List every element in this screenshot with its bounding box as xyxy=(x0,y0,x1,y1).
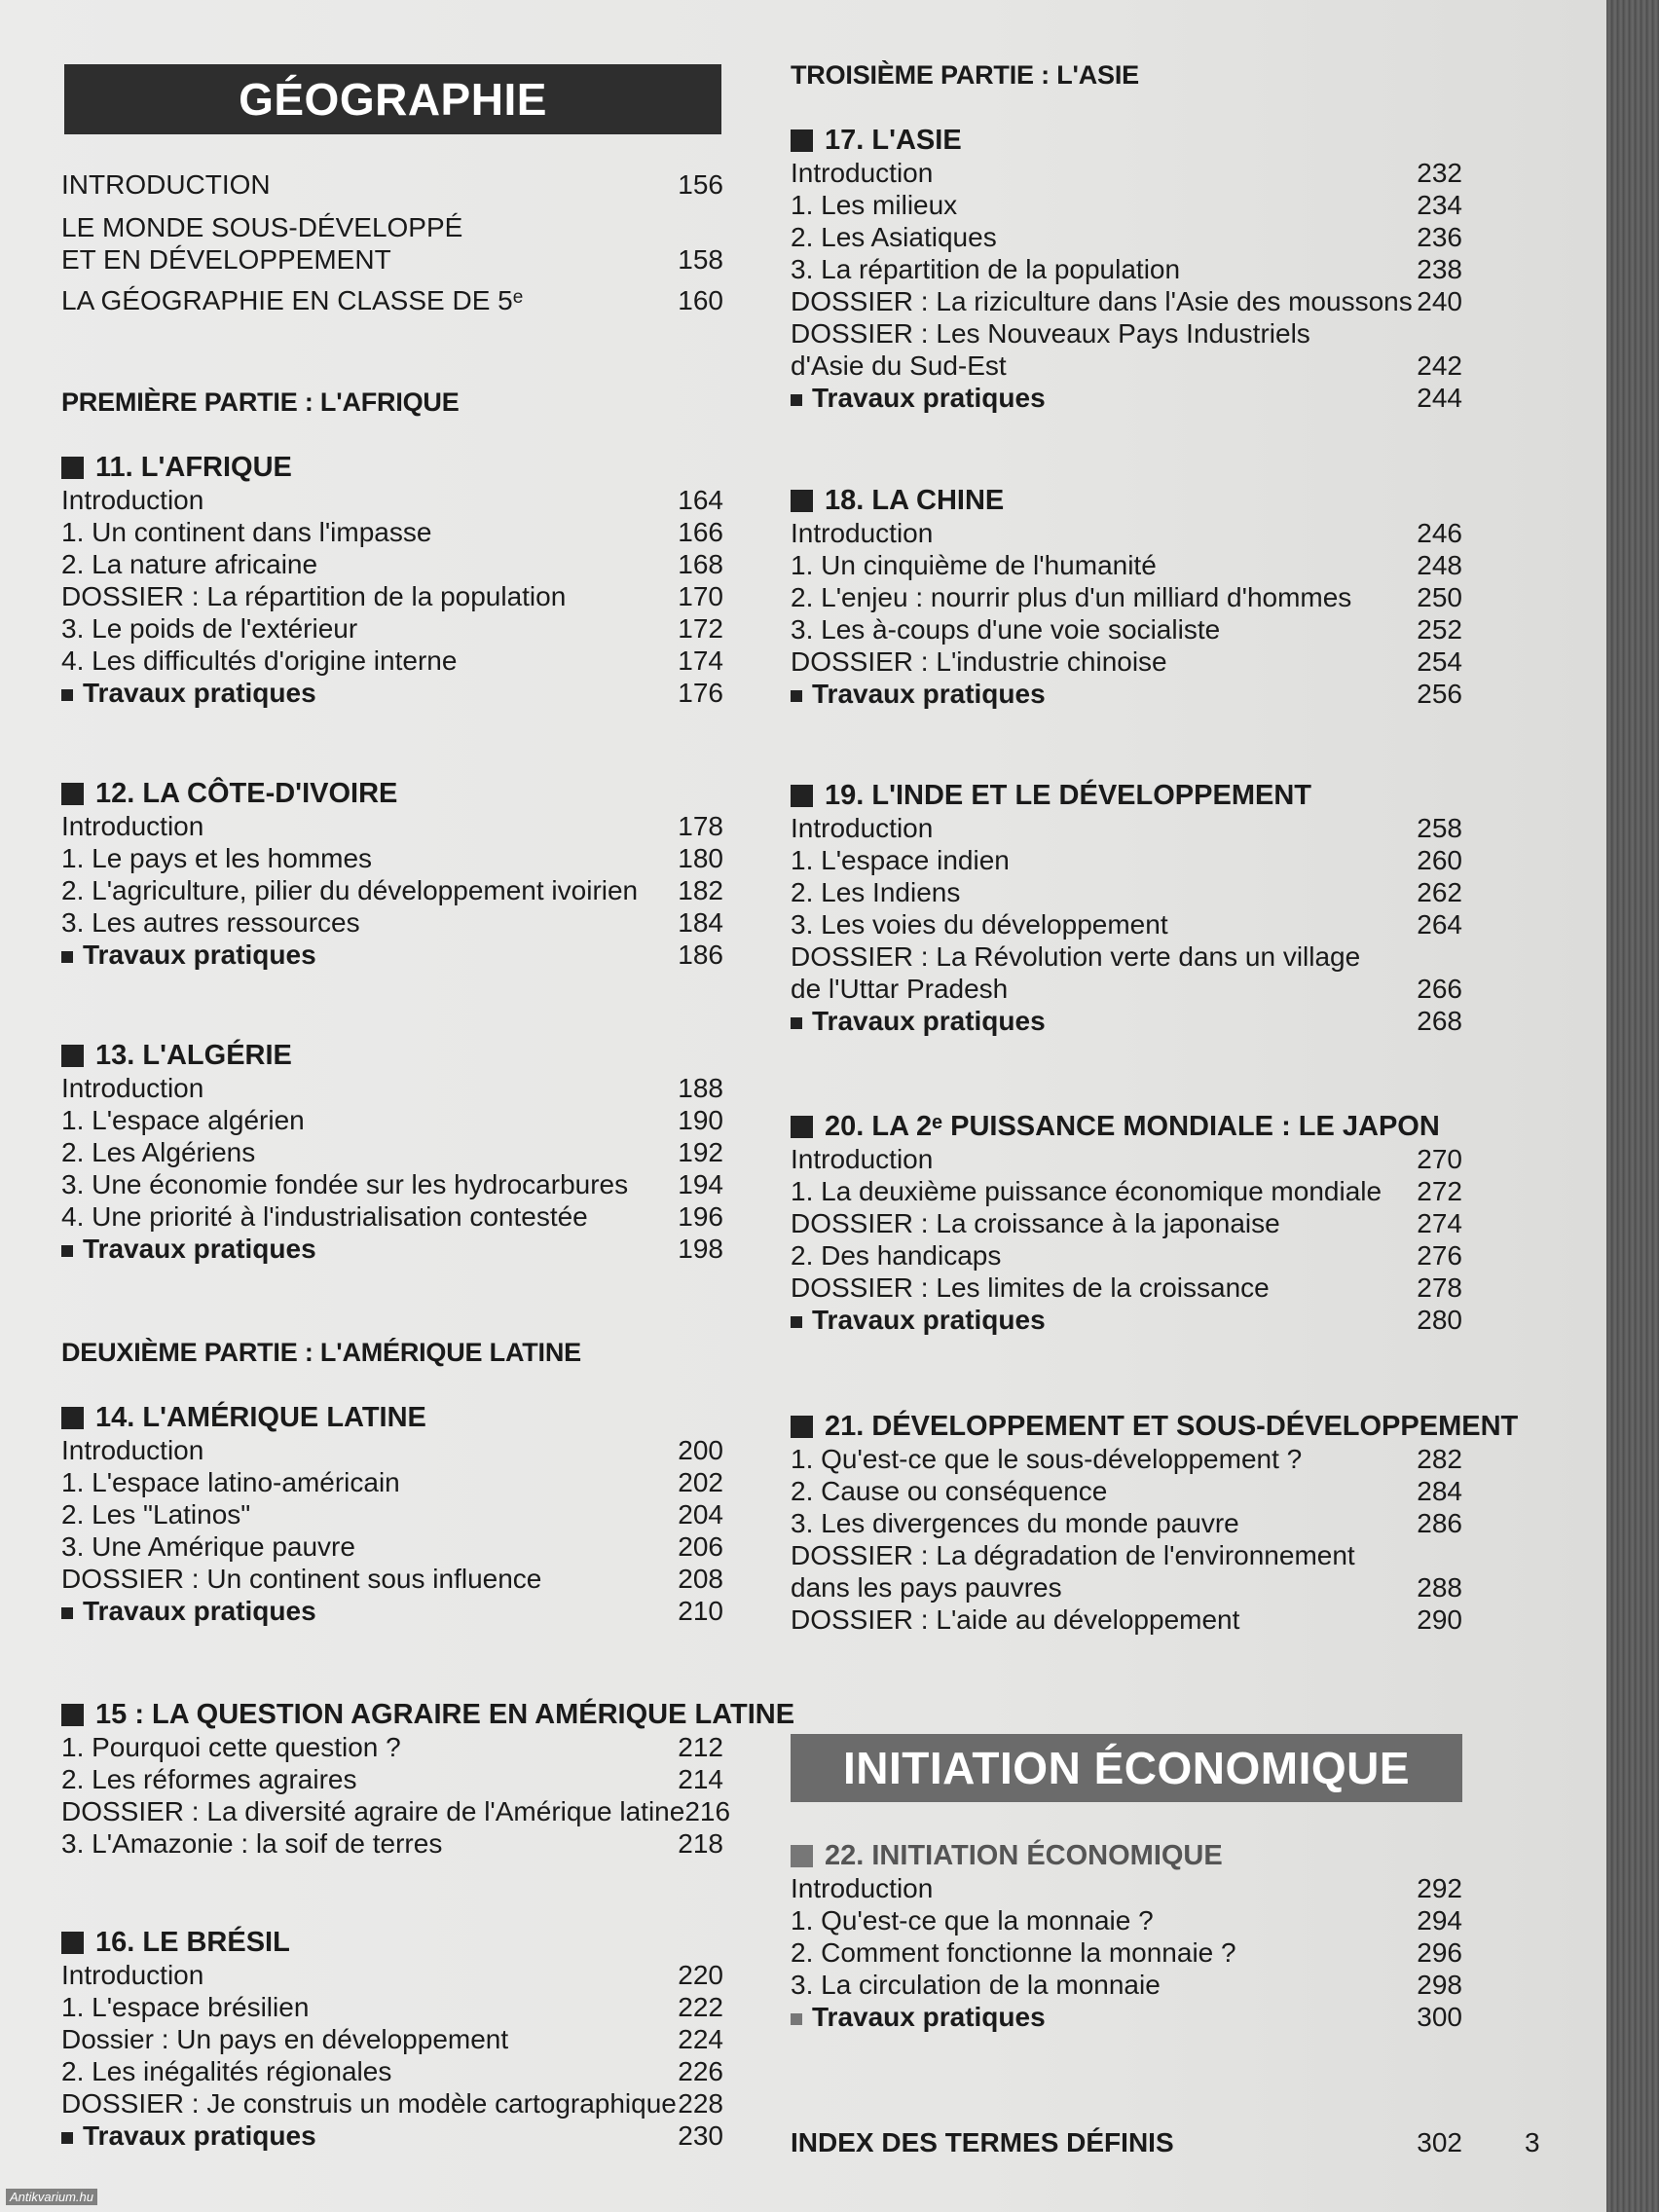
toc-entry-page: 268 xyxy=(1417,1006,1462,1036)
toc-entry-title: Introduction xyxy=(791,158,934,188)
toc-entry xyxy=(61,1763,723,1796)
chapter-heading xyxy=(61,1926,290,1959)
toc-entry-page: 216 xyxy=(684,1796,731,1826)
toc-entry-title: DOSSIER : Un continent sous influence xyxy=(61,1564,542,1594)
toc-entry-page: 176 xyxy=(678,678,723,708)
toc-entry-title: 3. Les divergences du monde pauvre xyxy=(791,1508,1239,1538)
toc-entry-title: Travaux pratiques xyxy=(812,1305,1046,1335)
toc-entry-page: 300 xyxy=(1417,2002,1462,2032)
chapter-title: 20. LA 2ᵉ PUISSANCE MONDIALE : LE JAPON xyxy=(825,1111,1440,1142)
toc-entry-page: 180 xyxy=(678,843,723,873)
toc-entry-title: 2. Les inégalités régionales xyxy=(61,2056,392,2086)
toc-entry xyxy=(791,350,1462,383)
toc-entry xyxy=(61,810,723,843)
toc-entry xyxy=(791,1175,1462,1208)
travaux-pratiques-entry xyxy=(61,1595,723,1628)
toc-entry-title: 3. Une Amérique pauvre xyxy=(61,1531,355,1562)
page-number: 3 xyxy=(1525,2127,1540,2157)
toc-entry-title: Travaux pratiques xyxy=(83,2120,316,2151)
small-square-bullet-icon xyxy=(791,1017,802,1029)
toc-entry xyxy=(791,1207,1462,1240)
toc-entry xyxy=(791,157,1462,190)
toc-entry-page: 174 xyxy=(678,645,723,676)
toc-entry-page: 192 xyxy=(678,1137,723,1167)
chapter-heading xyxy=(61,1698,794,1731)
toc-entry xyxy=(61,1200,723,1234)
toc-entry-title: DOSSIER : Les limites de la croissance xyxy=(791,1272,1270,1303)
toc-entry xyxy=(791,1272,1462,1305)
toc-entry xyxy=(61,1466,723,1499)
toc-entry-page: 274 xyxy=(1417,1208,1462,1238)
part-heading: PREMIÈRE PARTIE : L'AFRIQUE xyxy=(61,387,460,417)
toc-entry-page: 190 xyxy=(678,1105,723,1135)
toc-entry xyxy=(791,973,1462,1006)
toc-entry-title: 2. Cause ou conséquence xyxy=(791,1476,1108,1506)
toc-entry-title: 2. Comment fonctionne la monnaie ? xyxy=(791,1937,1236,1968)
toc-entry xyxy=(61,1168,723,1201)
toc-entry-page: 208 xyxy=(678,1564,723,1594)
small-square-bullet-icon xyxy=(61,1607,73,1619)
watermark: Antikvarium.hu xyxy=(6,2189,97,2205)
toc-entry-title: 1. Le pays et les hommes xyxy=(61,843,373,873)
toc-entry xyxy=(61,1991,723,2024)
toc-entry-title: Travaux pratiques xyxy=(812,383,1046,413)
intro-page: 156 xyxy=(678,169,723,200)
travaux-pratiques-entry xyxy=(61,939,723,972)
toc-entry-page: 264 xyxy=(1417,909,1462,940)
toc-entry xyxy=(791,645,1462,679)
square-bullet-icon xyxy=(791,490,813,512)
toc-entry xyxy=(791,317,1462,350)
square-bullet-icon xyxy=(791,1116,813,1138)
part-heading: DEUXIÈME PARTIE : L'AMÉRIQUE LATINE xyxy=(61,1338,581,1367)
intro-page: 160 xyxy=(678,285,723,315)
toc-entry-page: 252 xyxy=(1417,614,1462,645)
toc-entry-page: 258 xyxy=(1417,813,1462,843)
toc-entry-page: 166 xyxy=(678,517,723,547)
toc-entry xyxy=(61,1104,723,1137)
square-bullet-icon xyxy=(61,1932,84,1954)
toc-entry xyxy=(791,844,1462,877)
toc-entry-page: 206 xyxy=(678,1531,723,1562)
initiation-economique-header xyxy=(791,1734,1462,1802)
toc-entry-page: 220 xyxy=(678,1960,723,1990)
square-bullet-icon xyxy=(791,1416,813,1438)
toc-entry xyxy=(61,1136,723,1169)
small-square-bullet-icon xyxy=(791,1316,802,1328)
toc-entry-page: 280 xyxy=(1417,1305,1462,1335)
toc-entry-title: 1. L'espace indien xyxy=(791,845,1010,875)
travaux-pratiques-entry xyxy=(791,2001,1462,2034)
toc-entry-title: Introduction xyxy=(61,1960,204,1990)
initiation-economique-header-text: INITIATION ÉCONOMIQUE xyxy=(842,1743,1411,1793)
toc-entry-page: 184 xyxy=(678,907,723,938)
toc-entry xyxy=(791,1604,1462,1637)
toc-entry-page: 168 xyxy=(678,549,723,579)
small-square-bullet-icon xyxy=(791,690,802,702)
travaux-pratiques-entry xyxy=(61,1233,723,1266)
toc-entry xyxy=(61,842,723,875)
toc-entry-page: 234 xyxy=(1417,190,1462,220)
intro-title: INTRODUCTION xyxy=(61,169,271,200)
toc-entry xyxy=(61,2055,723,2088)
chapter-title: 19. L'INDE ET LE DÉVELOPPEMENT xyxy=(825,780,1311,811)
travaux-pratiques-entry xyxy=(791,1005,1462,1038)
toc-entry-title: DOSSIER : La croissance à la japonaise xyxy=(791,1208,1280,1238)
toc-entry xyxy=(61,1498,723,1531)
toc-entry-title: DOSSIER : La Révolution verte dans un village xyxy=(791,941,1361,972)
intro-title: LA GÉOGRAPHIE EN CLASSE DE 5ᵉ xyxy=(61,285,524,315)
toc-entry xyxy=(791,1969,1462,2002)
intro-page: 158 xyxy=(678,244,723,275)
toc-entry-title: de l'Uttar Pradesh xyxy=(791,974,1009,1004)
geographie-header-text: GÉOGRAPHIE xyxy=(239,74,547,125)
travaux-pratiques-entry xyxy=(791,382,1462,415)
square-bullet-icon xyxy=(791,785,813,807)
small-square-bullet-icon xyxy=(61,2132,73,2144)
toc-entry-page: 188 xyxy=(678,1073,723,1103)
intro-title: ET EN DÉVELOPPEMENT xyxy=(61,244,391,275)
toc-entry xyxy=(791,908,1462,941)
toc-entry-title: Introduction xyxy=(791,1144,934,1174)
part-heading: TROISIÈME PARTIE : L'ASIE xyxy=(791,60,1139,90)
toc-entry-page: 290 xyxy=(1417,1604,1462,1635)
toc-entry xyxy=(791,285,1462,318)
toc-entry-title: Introduction xyxy=(61,1073,204,1103)
toc-entry-page: 298 xyxy=(1417,1970,1462,2000)
toc-entry-page: 256 xyxy=(1417,679,1462,709)
toc-entry-title: 2. L'agriculture, pilier du développement ivoirien xyxy=(61,875,639,905)
toc-entry-title: 3. La circulation de la monnaie xyxy=(791,1970,1161,2000)
toc-entry-title: 3. Les autres ressources xyxy=(61,907,360,938)
toc-entry-page: 196 xyxy=(678,1201,723,1232)
toc-entry-page: 214 xyxy=(678,1764,723,1794)
toc-entry-page: 272 xyxy=(1417,1176,1462,1206)
travaux-pratiques-entry xyxy=(791,1304,1462,1337)
toc-entry-title: Travaux pratiques xyxy=(83,678,316,708)
toc-entry-page: 250 xyxy=(1417,582,1462,612)
toc-entry xyxy=(61,874,723,907)
toc-entry xyxy=(61,645,723,678)
toc-entry-page: 278 xyxy=(1417,1272,1462,1303)
toc-entry-title: DOSSIER : La diversité agraire de l'Amérique latine xyxy=(61,1796,685,1826)
toc-entry-title: 2. Les Indiens xyxy=(791,877,961,907)
toc-entry-page: 286 xyxy=(1417,1508,1462,1538)
toc-entry-title: Introduction xyxy=(61,485,204,515)
toc-entry-page: 204 xyxy=(678,1499,723,1530)
toc-entry-title: Travaux pratiques xyxy=(83,940,316,970)
toc-entry xyxy=(791,1239,1462,1272)
toc-entry xyxy=(791,1475,1462,1508)
toc-entry-page: 232 xyxy=(1417,158,1462,188)
toc-entry-page: 224 xyxy=(678,2024,723,2054)
toc-entry xyxy=(791,613,1462,646)
toc-entry-page: 194 xyxy=(678,1169,723,1199)
toc-entry-page: 186 xyxy=(678,940,723,970)
toc-entry xyxy=(791,876,1462,909)
toc-entry xyxy=(61,906,723,940)
chapter-title: 18. LA CHINE xyxy=(825,485,1005,516)
toc-entry-title: 2. Des handicaps xyxy=(791,1240,1002,1271)
toc-entry-title: 3. Le poids de l'extérieur xyxy=(61,613,358,644)
toc-entry-title: Introduction xyxy=(791,813,934,843)
toc-entry-title: Introduction xyxy=(791,518,934,548)
toc-entry xyxy=(61,1827,723,1861)
toc-entry-title: 1. La deuxième puissance économique mondiale xyxy=(791,1176,1382,1206)
index-entry xyxy=(791,2126,1462,2159)
index-title: INDEX DES TERMES DÉFINIS xyxy=(791,2127,1174,2157)
toc-entry-title: DOSSIER : Je construis un modèle cartographique xyxy=(61,2088,677,2119)
toc-entry xyxy=(791,940,1462,974)
toc-entry xyxy=(61,484,723,517)
chapter-title: 16. LE BRÉSIL xyxy=(95,1927,290,1958)
chapter-title: 15 : LA QUESTION AGRAIRE EN AMÉRIQUE LATINE xyxy=(95,1699,795,1730)
chapter-heading xyxy=(61,777,397,810)
chapter-heading xyxy=(61,1401,426,1434)
square-bullet-icon xyxy=(791,129,813,152)
toc-entry-title: 1. Un cinquième de l'humanité xyxy=(791,550,1157,580)
toc-entry-page: 200 xyxy=(678,1435,723,1465)
toc-entry-title: 3. Les à-coups d'une voie socialiste xyxy=(791,614,1221,645)
toc-entry xyxy=(61,1563,723,1596)
small-square-bullet-icon xyxy=(61,689,73,701)
square-bullet-icon xyxy=(61,1704,84,1726)
toc-entry-title: dans les pays pauvres xyxy=(791,1572,1062,1603)
toc-entry-page: 222 xyxy=(678,1992,723,2022)
toc-entry-page: 254 xyxy=(1417,646,1462,677)
toc-entry-title: 1. L'espace brésilien xyxy=(61,1992,310,2022)
toc-entry-title: 2. Les réformes agraires xyxy=(61,1764,357,1794)
chapter-title: 22. INITIATION ÉCONOMIQUE xyxy=(825,1840,1223,1871)
toc-entry-title: Dossier : Un pays en développement xyxy=(61,2024,509,2054)
toc-entry xyxy=(791,549,1462,582)
toc-entry xyxy=(791,517,1462,550)
toc-entry xyxy=(61,612,723,645)
toc-entry-page: 164 xyxy=(678,485,723,515)
toc-entry-page: 240 xyxy=(1417,286,1462,316)
toc-entry-title: Travaux pratiques xyxy=(83,1596,316,1626)
toc-entry-page: 202 xyxy=(678,1467,723,1497)
toc-entry-title: DOSSIER : La dégradation de l'environnement xyxy=(791,1540,1355,1570)
toc-entry-page: 262 xyxy=(1417,877,1462,907)
toc-entry-title: Travaux pratiques xyxy=(812,1006,1046,1036)
toc-entry xyxy=(61,2087,723,2120)
small-square-bullet-icon xyxy=(791,394,802,406)
square-bullet-icon xyxy=(61,783,84,805)
toc-entry xyxy=(791,1904,1462,1937)
toc-entry-page: 218 xyxy=(678,1828,723,1859)
toc-entry-page: 294 xyxy=(1417,1905,1462,1936)
toc-entry-title: DOSSIER : L'aide au développement xyxy=(791,1604,1240,1635)
chapter-title: 14. L'AMÉRIQUE LATINE xyxy=(95,1402,426,1433)
toc-entry-page: 178 xyxy=(678,811,723,841)
toc-entry-title: 3. La répartition de la population xyxy=(791,254,1181,284)
toc-entry-title: DOSSIER : La riziculture dans l'Asie des moussons xyxy=(791,286,1413,316)
toc-entry-page: 236 xyxy=(1417,222,1462,252)
toc-entry xyxy=(791,1571,1462,1604)
toc-entry-page: 238 xyxy=(1417,254,1462,284)
toc-entry-page: 282 xyxy=(1417,1444,1462,1474)
chapter-title: 21. DÉVELOPPEMENT ET SOUS-DÉVELOPPEMENT xyxy=(825,1411,1519,1442)
toc-entry-page: 270 xyxy=(1417,1144,1462,1174)
toc-entry-page: 242 xyxy=(1417,350,1462,381)
toc-entry-page: 170 xyxy=(678,581,723,611)
small-square-bullet-icon xyxy=(791,2013,802,2025)
toc-entry xyxy=(791,189,1462,222)
chapter-heading xyxy=(791,484,1004,517)
toc-entry-title: 3. L'Amazonie : la soif de terres xyxy=(61,1828,443,1859)
chapter-title: 13. L'ALGÉRIE xyxy=(95,1040,292,1071)
toc-entry-page: 296 xyxy=(1417,1937,1462,1968)
toc-entry-title: Travaux pratiques xyxy=(812,2002,1046,2032)
page-edge xyxy=(1606,0,1659,2212)
toc-entry-title: 1. Qu'est-ce que le sous-développement ? xyxy=(791,1444,1303,1474)
toc-entry-title: DOSSIER : L'industrie chinoise xyxy=(791,646,1167,677)
toc-entry-title: DOSSIER : La répartition de la population xyxy=(61,581,567,611)
toc-entry-page: 248 xyxy=(1417,550,1462,580)
toc-entry-title: Introduction xyxy=(61,1435,204,1465)
toc-entry xyxy=(791,1936,1462,1970)
toc-entry-title: 1. L'espace latino-américain xyxy=(61,1467,400,1497)
toc-entry-title: 2. La nature africaine xyxy=(61,549,318,579)
square-bullet-icon xyxy=(61,1045,84,1067)
intro-item xyxy=(61,284,723,317)
toc-entry-title: 2. L'enjeu : nourrir plus d'un milliard d'hommes xyxy=(791,582,1352,612)
toc-entry-page: 210 xyxy=(678,1596,723,1626)
toc-entry-title: Travaux pratiques xyxy=(812,679,1046,709)
toc-entry-title: DOSSIER : Les Nouveaux Pays Industriels xyxy=(791,318,1310,349)
toc-entry-page: 292 xyxy=(1417,1873,1462,1903)
toc-entry-page: 246 xyxy=(1417,518,1462,548)
chapter-heading xyxy=(61,1039,292,1072)
intro-item xyxy=(61,243,723,276)
toc-entry-title: 2. Les Algériens xyxy=(61,1137,256,1167)
toc-entry-page: 260 xyxy=(1417,845,1462,875)
toc-entry-title: Travaux pratiques xyxy=(83,1234,316,1264)
toc-entry-page: 212 xyxy=(678,1732,723,1762)
chapter-heading xyxy=(791,779,1311,812)
geographie-header xyxy=(64,64,721,134)
toc-entry-title: 4. Une priorité à l'industrialisation contestée xyxy=(61,1201,588,1232)
toc-entry xyxy=(61,580,723,613)
travaux-pratiques-entry xyxy=(61,677,723,710)
toc-entry xyxy=(61,1072,723,1105)
chapter-heading xyxy=(791,1110,1440,1143)
intro-title: LE MONDE SOUS-DÉVELOPPÉ xyxy=(61,212,463,242)
toc-entry-page: 288 xyxy=(1417,1572,1462,1603)
toc-entry xyxy=(61,548,723,581)
toc-entry-title: 1. L'espace algérien xyxy=(61,1105,305,1135)
toc-entry xyxy=(61,1959,723,1992)
index-page: 302 xyxy=(1417,2127,1462,2157)
chapter-heading xyxy=(791,124,962,157)
toc-entry-page: 230 xyxy=(678,2120,723,2151)
travaux-pratiques-entry xyxy=(61,2120,723,2153)
intro-item xyxy=(61,211,723,244)
toc-entry-title: Introduction xyxy=(61,811,204,841)
toc-entry-page: 276 xyxy=(1417,1240,1462,1271)
chapter-heading xyxy=(791,1839,1223,1872)
toc-entry xyxy=(791,1443,1462,1476)
toc-entry-title: 1. Pourquoi cette question ? xyxy=(61,1732,401,1762)
square-bullet-icon xyxy=(61,1407,84,1429)
toc-entry-page: 182 xyxy=(678,875,723,905)
square-bullet-icon xyxy=(61,457,84,479)
toc-entry-page: 228 xyxy=(678,2088,723,2119)
chapter-title: 17. L'ASIE xyxy=(825,125,962,156)
toc-entry-title: 1. Les milieux xyxy=(791,190,958,220)
square-bullet-icon xyxy=(791,1845,813,1867)
toc-entry xyxy=(791,253,1462,286)
chapter-heading xyxy=(791,1410,1518,1443)
small-square-bullet-icon xyxy=(61,1245,73,1257)
toc-entry-page: 284 xyxy=(1417,1476,1462,1506)
toc-entry-page: 198 xyxy=(678,1234,723,1264)
toc-entry xyxy=(791,812,1462,845)
toc-entry-title: 3. Les voies du développement xyxy=(791,909,1168,940)
toc-entry-title: Introduction xyxy=(791,1873,934,1903)
toc-entry xyxy=(61,1731,723,1764)
toc-entry-page: 266 xyxy=(1417,974,1462,1004)
small-square-bullet-icon xyxy=(61,951,73,963)
intro-item xyxy=(61,168,723,202)
toc-entry xyxy=(791,221,1462,254)
toc-entry xyxy=(791,1143,1462,1176)
travaux-pratiques-entry xyxy=(791,678,1462,711)
toc-entry-page: 172 xyxy=(678,613,723,644)
toc-entry xyxy=(61,1530,723,1564)
toc-entry xyxy=(791,1507,1462,1540)
toc-entry-title: 4. Les difficultés d'origine interne xyxy=(61,645,458,676)
toc-entry xyxy=(61,1434,723,1467)
toc-entry xyxy=(791,581,1462,614)
toc-entry-page: 226 xyxy=(678,2056,723,2086)
chapter-heading xyxy=(61,451,292,484)
toc-entry-title: 2. Les "Latinos" xyxy=(61,1499,251,1530)
toc-entry xyxy=(61,1795,731,1828)
toc-entry xyxy=(791,1872,1462,1905)
toc-entry-title: d'Asie du Sud-Est xyxy=(791,350,1007,381)
toc-entry-title: 3. Une économie fondée sur les hydrocarbures xyxy=(61,1169,629,1199)
toc-entry xyxy=(61,2023,723,2056)
chapter-title: 11. L'AFRIQUE xyxy=(95,452,292,483)
toc-entry-title: 1. Qu'est-ce que la monnaie ? xyxy=(791,1905,1154,1936)
toc-entry xyxy=(791,1539,1462,1572)
toc-entry xyxy=(61,516,723,549)
toc-entry-page: 244 xyxy=(1417,383,1462,413)
toc-entry-title: 1. Un continent dans l'impasse xyxy=(61,517,432,547)
toc-entry-title: 2. Les Asiatiques xyxy=(791,222,997,252)
chapter-title: 12. LA CÔTE-D'IVOIRE xyxy=(95,778,398,809)
